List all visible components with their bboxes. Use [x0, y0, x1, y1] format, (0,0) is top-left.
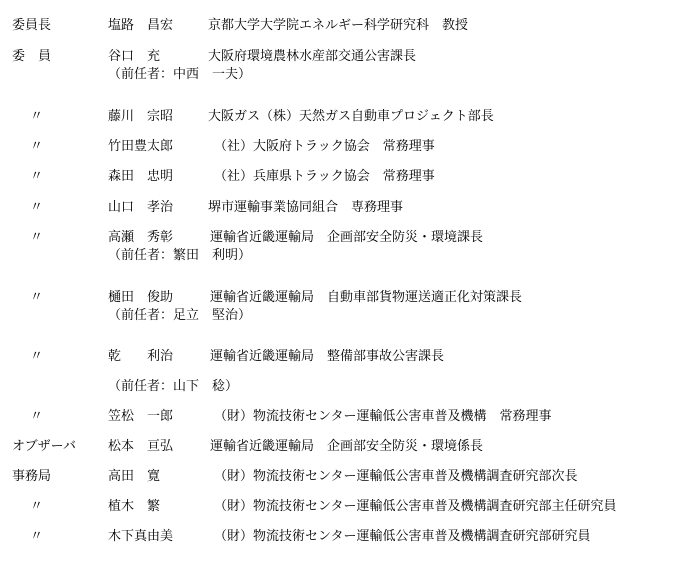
member-name: 山口 孝治: [108, 200, 174, 215]
ditto-mark: 〃: [30, 290, 44, 305]
member-affiliation: 運輸省近畿運輸局 自動車部貨物運送適正化対策課長: [210, 290, 523, 305]
member-name: 藤川 宗昭: [108, 109, 174, 124]
member-affiliation: 大阪府環境農林水産部交通公害課長: [208, 49, 417, 64]
member-role: 事務局: [12, 469, 52, 484]
member-affiliation: 堺市運輸事業協同組合 専務理事: [208, 200, 404, 215]
ditto-mark: 〃: [30, 409, 44, 424]
member-name: 高瀬 秀彰: [108, 230, 174, 245]
ditto-mark: 〃: [30, 499, 44, 514]
ditto-mark: 〃: [30, 169, 44, 184]
member-predecessor: （前任者：中西 一夫）: [108, 67, 252, 82]
member-name: 谷口 充: [108, 49, 161, 64]
member-affiliation: 運輸省近畿運輸局 企画部安全防災・環境課長: [210, 230, 484, 245]
member-role: 委員長: [12, 18, 52, 33]
member-name: 森田 忠明: [108, 169, 174, 184]
member-affiliation: 運輸省近畿運輸局 整備部事故公害課長: [210, 349, 445, 364]
member-name: 植木 繁: [108, 499, 161, 514]
member-predecessor: （前任者：山下 稔）: [108, 379, 239, 394]
ditto-mark: 〃: [30, 349, 44, 364]
ditto-mark: 〃: [30, 139, 44, 154]
member-affiliation: 大阪ガス（株）天然ガス自動車プロジェクト部長: [208, 109, 494, 124]
member-role: オブザーバ: [12, 439, 76, 454]
member-name: 竹田豊太郎: [108, 139, 174, 154]
member-affiliation: （財）物流技術センター運輸低公害車普及機構 常務理事: [214, 409, 552, 424]
ditto-mark: 〃: [30, 230, 44, 245]
member-name: 高田 寛: [108, 469, 161, 484]
member-name: 塩路 昌宏: [108, 18, 174, 33]
member-affiliation: （財）物流技術センター運輸低公害車普及機構調査研究部研究員: [214, 529, 591, 544]
member-predecessor: （前任者：繁田 利明）: [108, 248, 252, 263]
member-name: 樋田 俊助: [108, 290, 174, 305]
member-predecessor: （前任者：足立 堅治）: [108, 308, 252, 323]
member-affiliation: （社）兵庫県トラック協会 常務理事: [214, 169, 435, 184]
member-name: 松本 亘弘: [108, 439, 174, 454]
member-name: 木下真由美: [108, 529, 174, 544]
ditto-mark: 〃: [30, 200, 44, 215]
member-name: 乾 利治: [108, 349, 174, 364]
member-name: 笠松 一郎: [108, 409, 174, 424]
member-affiliation: （社）大阪府トラック協会 常務理事: [214, 139, 435, 154]
ditto-mark: 〃: [30, 109, 44, 124]
member-affiliation: （財）物流技術センター運輸低公害車普及機構調査研究部次長: [214, 469, 578, 484]
member-affiliation: （財）物流技術センター運輸低公害車普及機構調査研究部主任研究員: [214, 499, 617, 514]
member-affiliation: 運輸省近畿運輸局 企画部安全防災・環境係長: [210, 439, 484, 454]
ditto-mark: 〃: [30, 529, 44, 544]
member-role: 委 員: [12, 49, 52, 64]
member-affiliation: 京都大学大学院エネルギー科学研究科 教授: [208, 18, 469, 33]
